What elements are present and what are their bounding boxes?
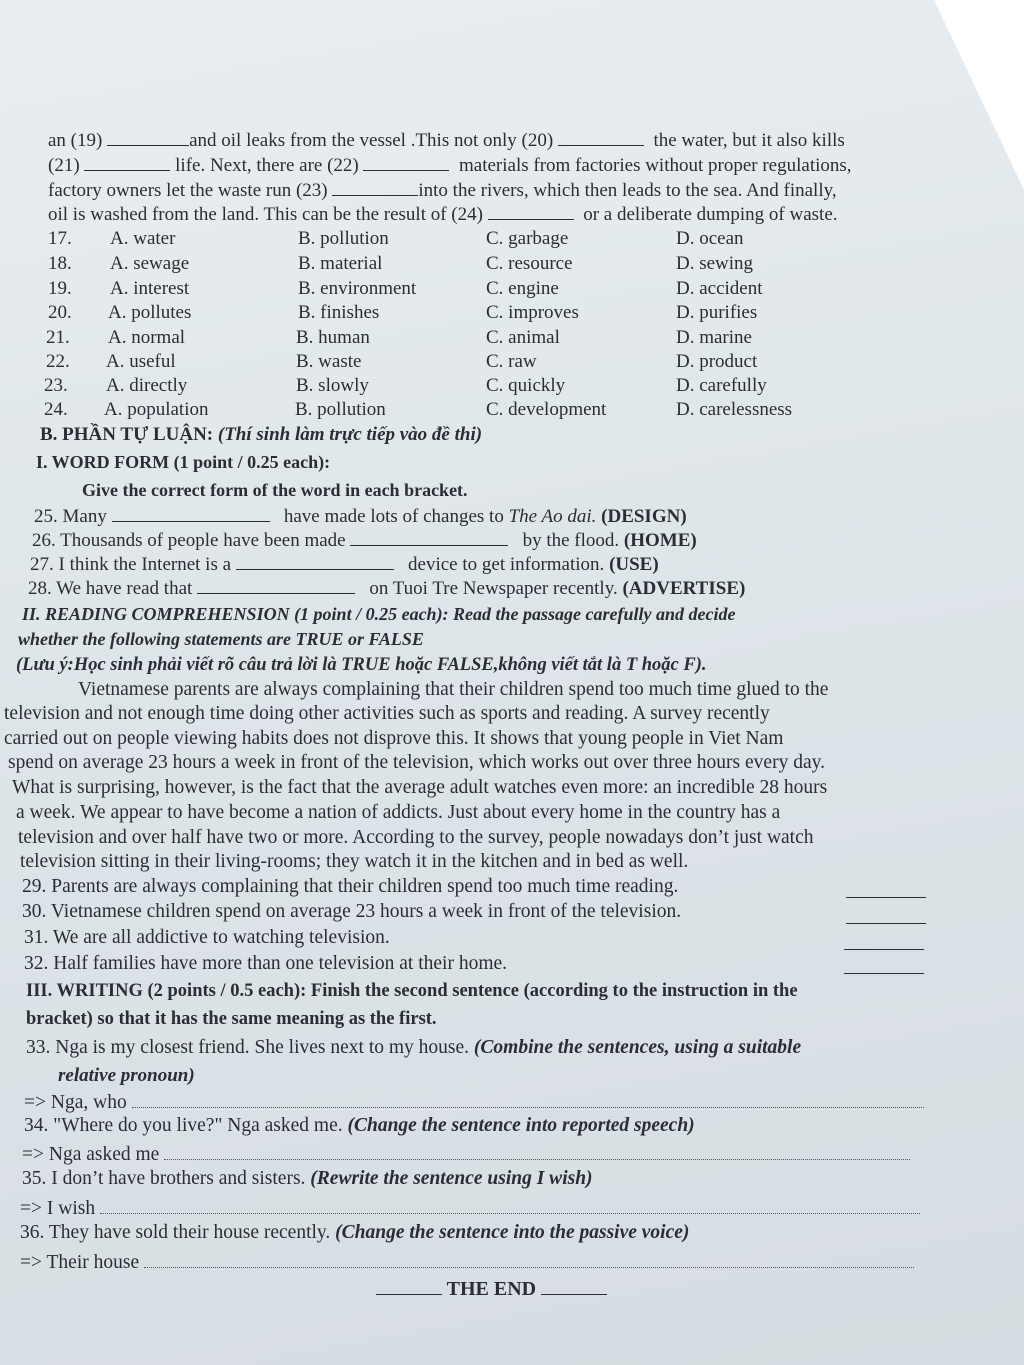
- answer-blank-31[interactable]: [844, 948, 924, 950]
- answer-blank-25[interactable]: [112, 506, 270, 522]
- reading-passage-line: spend on average 23 hours a week in front of the television, which works out over three hours every day.: [8, 752, 825, 773]
- option-c[interactable]: C. engine: [486, 278, 559, 299]
- question-text: device to get information.: [408, 554, 605, 575]
- instruction-text: (Change the sentence into the passive voice): [335, 1222, 690, 1243]
- instruction-text: (Rewrite the sentence using I wish): [310, 1168, 593, 1189]
- option-d[interactable]: D. carefully: [676, 375, 767, 396]
- blank-24[interactable]: [488, 204, 574, 220]
- option-b[interactable]: B. slowly: [296, 375, 369, 396]
- answer-35: [20, 1198, 920, 1220]
- answer-blank-27[interactable]: [236, 554, 394, 570]
- passage-line-1: [48, 130, 845, 152]
- instruction-text: (Combine the sentences, using a suitable: [473, 1037, 802, 1058]
- passage-line-3: [48, 180, 837, 202]
- answer-prefix: => I wish: [20, 1198, 96, 1219]
- passage-line-4: [48, 204, 838, 226]
- answer-36: [20, 1252, 914, 1274]
- option-c[interactable]: C. animal: [486, 327, 560, 348]
- question-number: 17.: [48, 228, 72, 249]
- passage-text: and oil leaks from the vessel .This not only (20): [189, 130, 554, 151]
- question-text: by the flood.: [522, 530, 620, 551]
- part-b-note: (Thí sinh làm trực tiếp vào đề thi): [217, 424, 483, 445]
- question-26: [32, 530, 697, 552]
- option-a[interactable]: A. water: [110, 228, 176, 249]
- question-text: 28. We have read that: [28, 578, 193, 599]
- statement-30: 30. Vietnamese children spend on average 23 hours a week in front of the television.: [22, 901, 682, 922]
- option-a[interactable]: A. pollutes: [108, 302, 192, 323]
- writing-heading-2: bracket) so that it has the same meaning as the first.: [26, 1009, 437, 1029]
- word-hint: (HOME): [623, 530, 697, 551]
- passage-text: or a deliberate dumping of waste.: [583, 204, 838, 225]
- answer-line-33[interactable]: [132, 1092, 924, 1108]
- passage-text: into the rivers, which then leads to the sea. And finally,: [418, 180, 837, 201]
- question-28: [28, 578, 745, 600]
- option-b[interactable]: B. environment: [298, 278, 417, 299]
- option-d[interactable]: D. purifies: [676, 302, 758, 323]
- option-c[interactable]: C. quickly: [486, 375, 566, 396]
- question-text: 34. "Where do you live?" Nga asked me.: [24, 1115, 343, 1136]
- answer-prefix: => Nga asked me: [22, 1144, 160, 1165]
- answer-blank-30[interactable]: [846, 922, 926, 924]
- question-27: [30, 554, 659, 576]
- divider: [376, 1278, 442, 1295]
- question-text: The Ao dai.: [508, 506, 597, 527]
- passage-text: materials from factories without proper regulations,: [458, 155, 852, 176]
- part-b-heading: [40, 424, 482, 446]
- question-35: [22, 1168, 593, 1190]
- statement-29: 29. Parents are always complaining that their children spend too much time reading.: [22, 876, 679, 897]
- reading-passage-line: carried out on people viewing habits does not disprove this. It shows that young people in Viet Nam: [4, 728, 784, 749]
- passage-text: the water, but it also kills: [653, 130, 845, 151]
- passage-text: oil is washed from the land. This can be the result of (24): [48, 204, 483, 225]
- option-b[interactable]: B. pollution: [295, 399, 386, 420]
- answer-34: [22, 1144, 910, 1166]
- question-text: 26. Thousands of people have been made: [32, 530, 346, 551]
- blank-19[interactable]: [107, 130, 189, 146]
- word-hint: (ADVERTISE): [622, 578, 746, 599]
- passage-text: life. Next, there are (22): [175, 155, 359, 176]
- question-number: 20.: [48, 302, 72, 323]
- question-number: 21.: [46, 327, 70, 348]
- answer-blank-32[interactable]: [844, 972, 924, 974]
- question-33: [26, 1037, 801, 1059]
- question-text: have made lots of changes to: [283, 506, 504, 527]
- answer-line-36[interactable]: [144, 1252, 914, 1268]
- question-text: 25. Many: [34, 506, 107, 527]
- answer-33: [24, 1092, 924, 1114]
- question-text: 33. Nga is my closest friend. She lives next to my house.: [26, 1037, 470, 1058]
- option-c[interactable]: C. raw: [486, 351, 537, 372]
- question-36: [20, 1222, 689, 1244]
- passage-text: an (19): [48, 130, 103, 151]
- passage-text: (21): [48, 155, 80, 176]
- word-hint: (USE): [609, 554, 659, 575]
- answer-blank-28[interactable]: [197, 578, 355, 594]
- option-d[interactable]: D. product: [676, 351, 758, 372]
- option-a[interactable]: A. population: [104, 399, 209, 420]
- option-a[interactable]: A. directly: [106, 375, 188, 396]
- question-text: on Tuoi Tre Newspaper recently.: [369, 578, 618, 599]
- question-number: 22.: [46, 351, 70, 372]
- option-a[interactable]: A. normal: [108, 327, 186, 348]
- option-d[interactable]: D. accident: [676, 278, 763, 299]
- option-d[interactable]: D. carelessness: [676, 399, 793, 420]
- the-end-text: THE END: [446, 1278, 537, 1300]
- reading-heading: II. READING COMPREHENSION (1 point / 0.25 each): Read the passage carefully and decide: [22, 604, 736, 624]
- option-c[interactable]: C. improves: [486, 302, 579, 323]
- reading-passage-line: television and not enough time doing other activities such as sports and reading. A survey recently: [4, 703, 770, 724]
- instruction-text: (Change the sentence into reported speech): [347, 1115, 695, 1136]
- reading-passage-line: television and over half have two or more. According to the survey, people nowadays don’t just watch: [18, 827, 814, 848]
- reading-passage-line: television sitting in their living-rooms; they watch it in the kitchen and in bed as well.: [20, 851, 689, 872]
- question-25: [34, 506, 687, 528]
- option-d[interactable]: D. marine: [676, 327, 752, 348]
- answer-prefix: => Their house: [20, 1252, 140, 1273]
- option-b[interactable]: B. material: [298, 253, 383, 274]
- statement-31: 31. We are all addictive to watching television.: [24, 927, 390, 948]
- question-text: 35. I don’t have brothers and sisters.: [22, 1168, 306, 1189]
- writing-heading: III. WRITING (2 points / 0.5 each): Finish the second sentence (according to the instruction in the: [26, 981, 798, 1001]
- passage-line-2: [48, 155, 852, 177]
- reading-heading-2: whether the following statements are TRUE or FALSE: [18, 629, 424, 649]
- option-c[interactable]: C. development: [486, 399, 607, 420]
- question-number: 18.: [48, 253, 72, 274]
- option-c[interactable]: C. garbage: [486, 228, 569, 249]
- option-a[interactable]: A. interest: [110, 278, 190, 299]
- option-b[interactable]: B. human: [296, 327, 370, 348]
- question-number: 19.: [48, 278, 72, 299]
- answer-line-35[interactable]: [100, 1198, 920, 1214]
- question-text: 36. They have sold their house recently.: [20, 1222, 331, 1243]
- question-34: [24, 1115, 695, 1137]
- reading-passage-line: What is surprising, however, is the fact that the average adult watches even more: an incredible 28 hours: [12, 777, 828, 798]
- part-b-title: B. PHẦN TỰ LUẬN:: [40, 424, 214, 445]
- option-b[interactable]: B. waste: [296, 351, 362, 372]
- question-number: 23.: [44, 375, 68, 396]
- answer-blank-26[interactable]: [350, 530, 508, 546]
- question-number: 24.: [44, 399, 68, 420]
- blank-20[interactable]: [558, 130, 644, 146]
- answer-line-34[interactable]: [164, 1144, 910, 1160]
- answer-prefix: => Nga, who: [24, 1092, 127, 1113]
- divider: [541, 1278, 607, 1295]
- blank-23[interactable]: [332, 180, 418, 196]
- passage-text: factory owners let the waste run (23): [48, 180, 328, 201]
- answer-blank-29[interactable]: [846, 896, 926, 898]
- option-d[interactable]: D. sewing: [676, 253, 754, 274]
- word-hint: (DESIGN): [601, 506, 687, 527]
- option-b[interactable]: B. finishes: [298, 302, 380, 323]
- option-d[interactable]: D. ocean: [676, 228, 744, 249]
- blank-22[interactable]: [363, 155, 449, 171]
- statement-32: 32. Half families have more than one television at their home.: [24, 953, 508, 974]
- option-a[interactable]: A. sewage: [110, 253, 190, 274]
- reading-passage-line: a week. We appear to have become a nation of addicts. Just about every home in the country has a: [16, 802, 781, 823]
- blank-21[interactable]: [84, 155, 170, 171]
- option-a[interactable]: A. useful: [106, 351, 176, 372]
- wordform-heading: I. WORD FORM (1 point / 0.25 each):: [36, 452, 331, 472]
- question-text: 27. I think the Internet is a: [30, 554, 232, 575]
- option-c[interactable]: C. resource: [486, 253, 573, 274]
- reading-passage-line: Vietnamese parents are always complaining that their children spend too much time glued to the: [78, 679, 829, 700]
- option-b[interactable]: B. pollution: [298, 228, 389, 249]
- reading-note: (Lưu ý:Học sinh phải viết rõ câu trả lời là TRUE hoặc FALSE,không viết tắt là T hoặc F).: [16, 655, 707, 675]
- wordform-instruction: Give the correct form of the word in each bracket.: [82, 480, 468, 500]
- question-33-instruction: relative pronoun): [58, 1065, 195, 1086]
- the-end-marker: [376, 1278, 607, 1300]
